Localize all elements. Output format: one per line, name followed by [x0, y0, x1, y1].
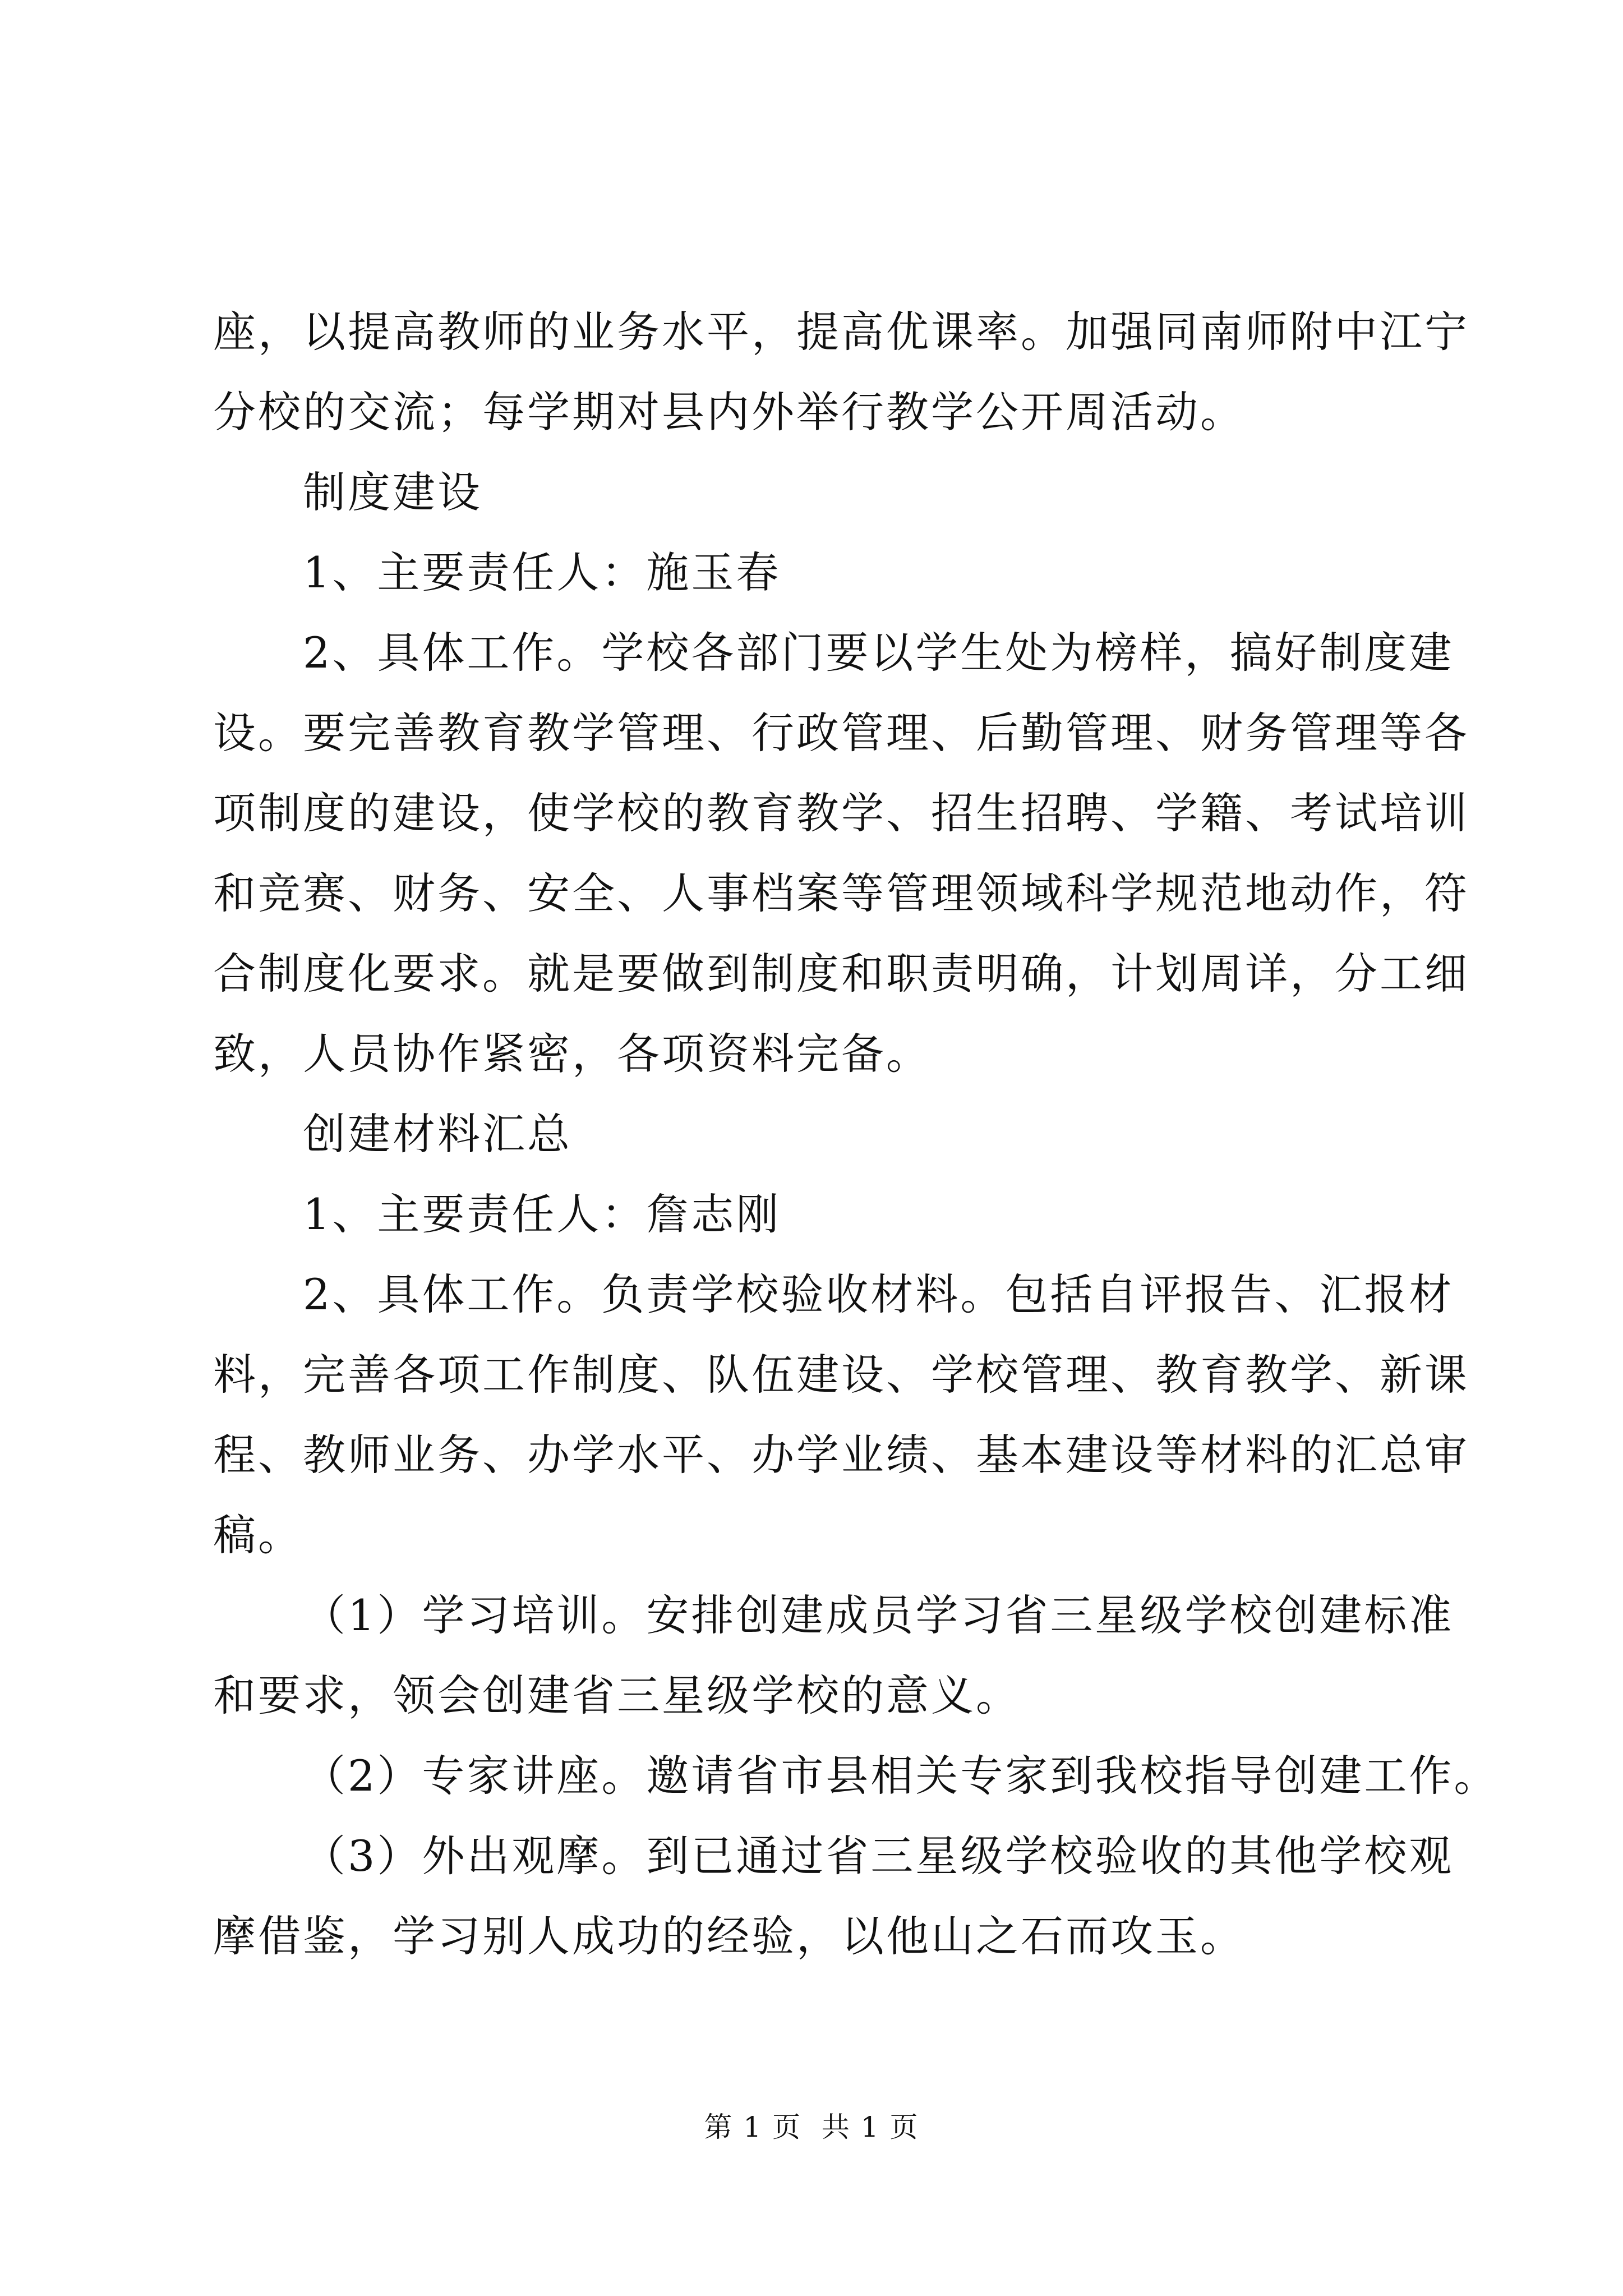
section-heading: 创建材料汇总	[303, 1109, 572, 1159]
document-body	[213, 292, 1499, 1976]
text-line: 座，以提高教师的业务水平，提高优课率。加强同南师附中江宁	[213, 307, 1469, 357]
section-heading: 制度建设	[303, 467, 482, 517]
text-line: （2）专家讲座。邀请省市县相关专家到我校指导创建工作。	[303, 1751, 1499, 1801]
page-number-label: 第 1 页 共 1 页	[704, 2111, 919, 2143]
text-line: 分校的交流；每学期对县内外举行教学公开周活动。	[213, 387, 1245, 437]
text-line: 程、教师业务、办学水平、办学业绩、基本建设等材料的汇总审	[213, 1430, 1469, 1480]
text-line: 1、主要责任人：施玉春	[303, 547, 781, 597]
text-line: 2、具体工作。学校各部门要以学生处为榜样，搞好制度建	[303, 628, 1454, 678]
text-line: 稿。	[213, 1510, 303, 1560]
text-line: 2、具体工作。负责学校验收材料。包括自评报告、汇报材	[303, 1269, 1454, 1319]
text-line: 合制度化要求。就是要做到制度和职责明确，计划周详，分工细	[213, 949, 1469, 999]
text-line: （1）学习培训。安排创建成员学习省三星级学校创建标准	[303, 1590, 1454, 1640]
page-footer	[0, 2105, 1623, 2145]
text-line: 致，人员协作紧密，各项资料完备。	[213, 1029, 931, 1079]
text-line: 摩借鉴，学习别人成功的经验，以他山之石而攻玉。	[213, 1911, 1245, 1961]
text-line: （3）外出观摩。到已通过省三星级学校验收的其他学校观	[303, 1831, 1454, 1881]
text-line: 料，完善各项工作制度、队伍建设、学校管理、教育教学、新课	[213, 1350, 1469, 1400]
text-line: 和要求，领会创建省三星级学校的意义。	[213, 1671, 1021, 1720]
text-line: 和竞赛、财务、安全、人事档案等管理领域科学规范地动作，符	[213, 868, 1469, 918]
text-line: 项制度的建设，使学校的教育教学、招生招聘、学籍、考试培训	[213, 788, 1469, 838]
text-line: 设。要完善教育教学管理、行政管理、后勤管理、财务管理等各	[213, 708, 1469, 758]
text-line: 1、主要责任人：詹志刚	[303, 1189, 781, 1239]
